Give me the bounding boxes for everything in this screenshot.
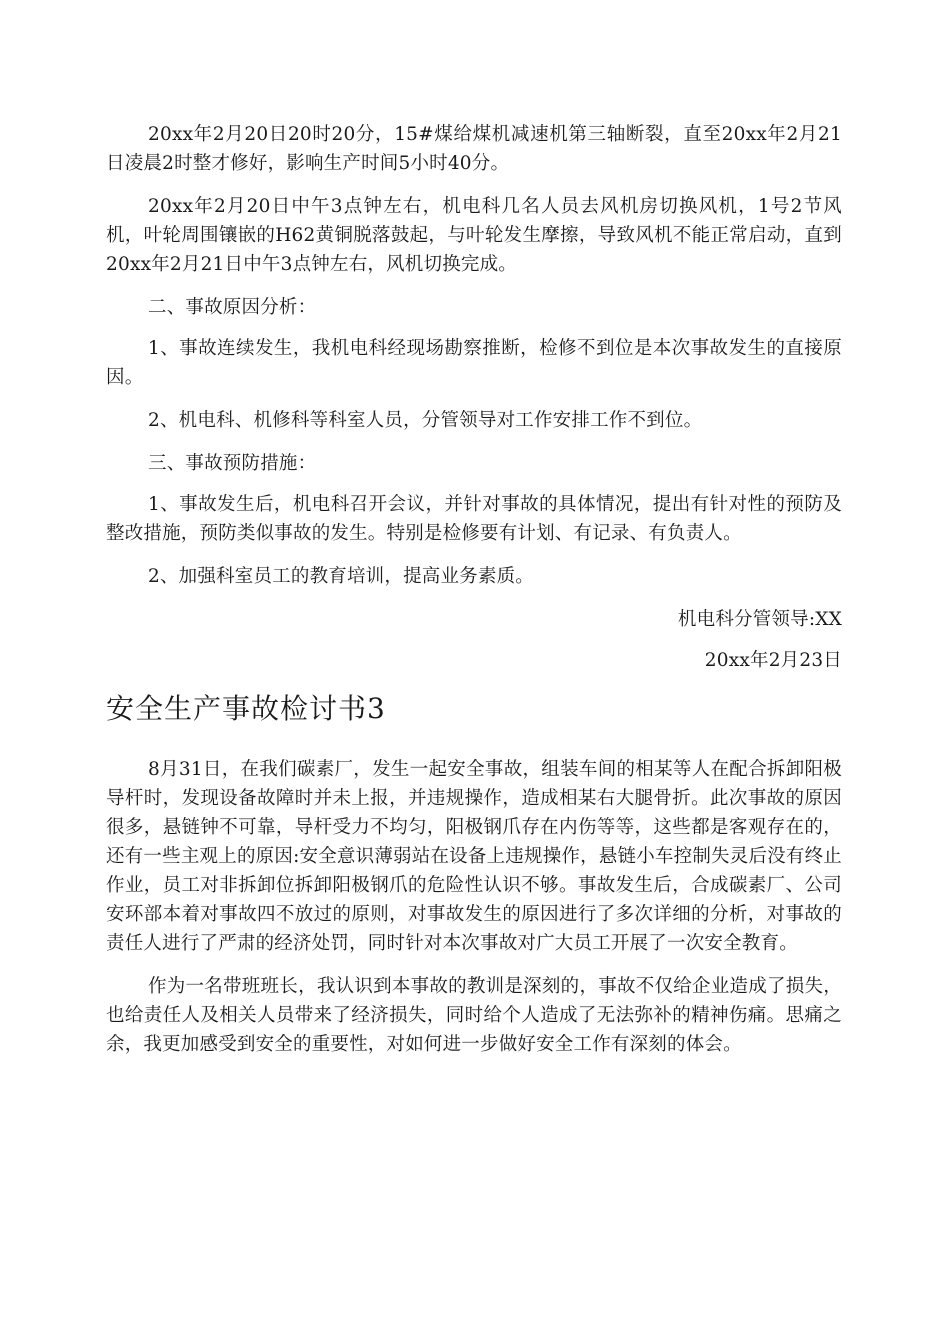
section-title: 安全生产事故检讨书3 xyxy=(106,692,386,725)
paragraph-reflection: 作为一名带班班长，我认识到本事故的教训是深刻的，事故不仅给企业造成了损失，也给责任人及相关人员带来了经济损失，同时给个人造成了无法弥补的精神伤痛。思痛之余，我更加感受到安全的重要性，对如何进一步做好安全工作有深刻的体会。 xyxy=(106,976,842,1055)
paragraph-prevention-1: 1、事故发生后，机电科召开会议，并针对事故的具体情况，提出有针对性的预防及整改措施，预防类似事故的发生。特别是检修要有计划、有记录、有负责人。 xyxy=(106,494,842,544)
document-page xyxy=(106,120,842,1073)
date-line: 20xx年2月23日 xyxy=(704,650,842,671)
heading-cause-analysis: 二、事故原因分析： xyxy=(148,297,317,318)
paragraph-cause-1: 1、事故连续发生，我机电科经现场勘察推断，检修不到位是本次事故发生的直接原因。 xyxy=(106,338,842,388)
heading-prevention: 三、事故预防措施： xyxy=(148,453,317,474)
signature-line: 机电科分管领导:XX xyxy=(677,609,842,630)
paragraph-incident-1: 20xx年2月20日20时20分，15#煤给煤机减速机第三轴断裂，直至20xx年2月21日凌晨2时整才修好，影响生产时间5小时40分。 xyxy=(106,124,842,174)
paragraph-incident-2: 20xx年2月20日中午3点钟左右，机电科几名人员去风机房切换风机，1号2节风机，叶轮周围镶嵌的H62黄铜脱落鼓起，与叶轮发生摩擦，导致风机不能正常启动，直到20xx年2月21日中午3点钟左右，风机切换完成。 xyxy=(106,196,842,275)
paragraph-prevention-2: 2、加强科室员工的教育培训，提高业务素质。 xyxy=(148,566,534,587)
paragraph-accident-description: 8月31日，在我们碳素厂，发生一起安全事故，组装车间的相某等人在配合拆卸阳极导杆时，发现设备故障时并未上报，并违规操作，造成相某右大腿骨折。此次事故的原因很多，悬链钟不可靠，导杆受力不均匀，阳极钢爪存在内伤等等，这些都是客观存在的，还有一些主观上的原因:安全意识薄弱站在设备上违规操作，悬链小车控制失灵后没有终止作业，员工对非拆卸位拆卸阳极钢爪的危险性认识不够。事故发生后，合成碳素厂、公司安环部本着对事故四不放过的原则，对事故发生的原因进行了多次详细的分析，对事故的责任人进行了严肃的经济处罚，同时针对本次事故对广大员工开展了一次安全教育。 xyxy=(106,759,842,954)
paragraph-cause-2: 2、机电科、机修科等科室人员，分管领导对工作安排工作不到位。 xyxy=(148,410,703,431)
